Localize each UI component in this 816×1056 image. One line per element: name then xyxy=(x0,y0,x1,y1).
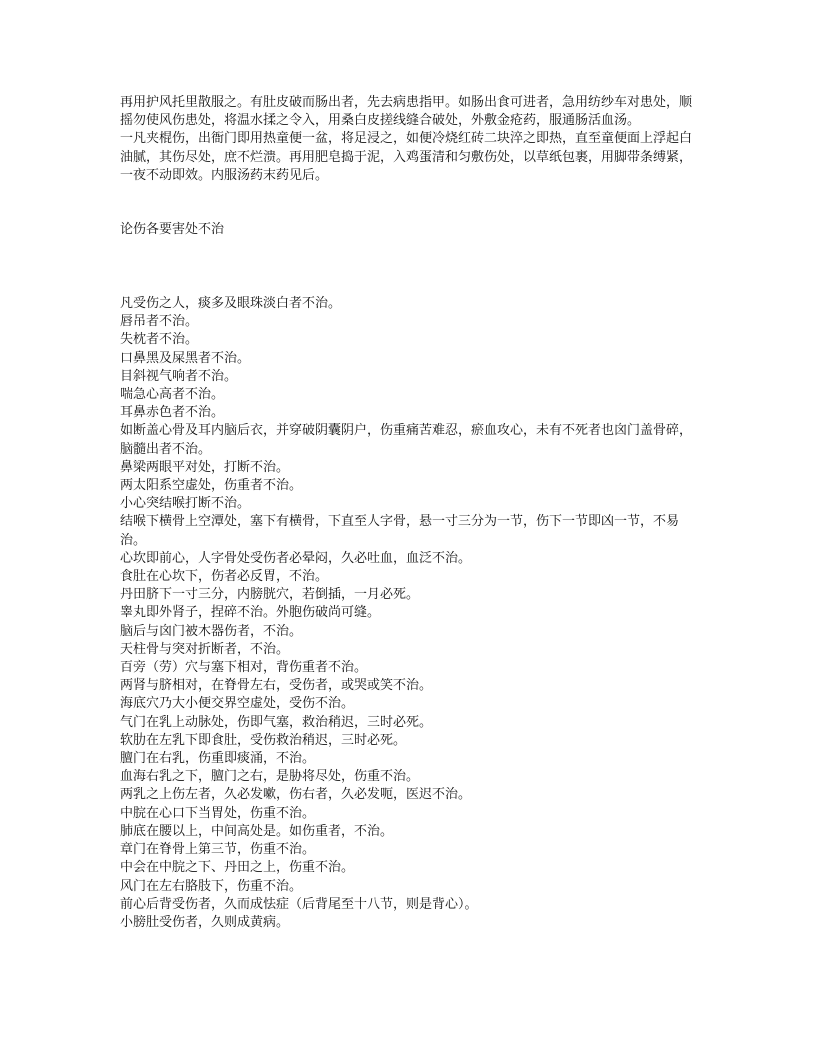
list-item: 结喉下横骨上空潭处，塞下有横骨，下直至人字骨，悬一寸三分为一节，伤下一节即凶一节，不易治。 xyxy=(120,514,680,548)
list-item: 睾丸即外肾子，捏碎不治。外胞伤破尚可缝。 xyxy=(120,605,381,621)
item-list xyxy=(120,295,700,932)
intro-paragraph-1: 再用护风托里散服之。有肚皮破而肠出者，先去病患指甲。如肠出食可进者，急用纺纱车对患处，顺摇勿使风伤患处，将温水揉之令入，用桑白皮搓线缝合破处，外敷金疮药，服通肠活血汤。 xyxy=(120,95,693,129)
list-item: 丹田脐下一寸三分，内膀胱穴，若倒插，一月必死。 xyxy=(120,587,420,603)
list-item: 中脘在心口下当胃处，伤重不治。 xyxy=(120,805,316,821)
list-item: 血海右乳之下，膻门之右，是胁将尽处，伤重不治。 xyxy=(120,769,420,785)
list-item: 软肋在左乳下即食肚，受伤救治稍迟，三时必死。 xyxy=(120,732,407,748)
list-item: 两太阳系空虚处，伤重者不治。 xyxy=(120,478,303,494)
list-item: 膻门在右乳，伤重即痰涌，不治。 xyxy=(120,751,316,767)
list-item: 唇吊者不治。 xyxy=(120,314,199,330)
intro-paragraph-2: 一凡夹棍伤，出衙门即用热童便一盆，将足浸之，如便冷烧红砖二块淬之即热，直至童便面上浮起白油腻，其伤尽处，庶不烂溃。再用肥皂捣于泥，入鸡蛋清和匀敷伤处，以草纸包裹，用脚带条缚紧，一夜不动即效。内服汤药末药见后。 xyxy=(120,131,693,183)
list-item: 心坎即前心，人字骨处受伤者必晕闷，久必吐血，血泛不治。 xyxy=(120,550,472,566)
list-item: 凡受伤之人，痰多及眼珠淡白者不治。 xyxy=(120,296,342,311)
list-item: 风门在左右胳肢下，伤重不治。 xyxy=(120,878,303,894)
list-item: 两乳之上伤左者，久必发嗽，伤右者，久必发呃，医迟不治。 xyxy=(120,787,472,803)
list-item: 肺底在腰以上，中间高处是。如伤重者，不治。 xyxy=(120,823,394,839)
list-item: 鼻梁两眼平对处，打断不治。 xyxy=(120,459,290,475)
list-item: 如断盖心骨及耳内脑后衣，并穿破阴囊阴户，伤重痛苦难忍，瘀血攻心，未有不死者也囟门盖骨碎，脑髓出者不治。 xyxy=(120,423,693,457)
list-item: 小膀肚受伤者，久则成黄病。 xyxy=(120,914,290,930)
list-item: 小心突结喉打断不治。 xyxy=(120,496,251,512)
intro-text xyxy=(120,94,700,185)
list-item: 口鼻黑及屎黑者不治。 xyxy=(120,350,251,366)
list-item: 脑后与囟门被木器伤者，不治。 xyxy=(120,623,303,639)
list-item: 气门在乳上动脉处，伤即气塞，救治稍迟，三时必死。 xyxy=(120,714,433,730)
list-item: 目斜视气响者不治。 xyxy=(120,368,238,384)
list-item: 喘急心高者不治。 xyxy=(120,387,225,403)
list-item: 两肾与脐相对，在脊骨左右，受伤者，或哭或笑不治。 xyxy=(120,678,433,694)
list-item: 百旁（劳）穴与塞下相对，背伤重者不治。 xyxy=(120,660,368,676)
list-item: 天柱骨与突对折断者，不治。 xyxy=(120,641,290,657)
list-item: 海底穴乃大小便交界空虚处，受伤不治。 xyxy=(120,696,355,712)
list-item: 前心后背受伤者，久而成怯症（后背尾至十八节，则是背心）。 xyxy=(120,896,478,912)
list-item: 失枕者不治。 xyxy=(120,332,199,348)
section-title: 论伤各要害处不治 xyxy=(120,222,225,237)
section-heading-block xyxy=(120,221,700,239)
list-item: 章门在脊骨上第三节，伤重不治。 xyxy=(120,842,316,858)
list-item: 耳鼻赤色者不治。 xyxy=(120,405,225,421)
list-item: 中会在中脘之下、丹田之上，伤重不治。 xyxy=(120,860,355,876)
list-item: 食肚在心坎下，伤者必反胃，不治。 xyxy=(120,569,329,585)
